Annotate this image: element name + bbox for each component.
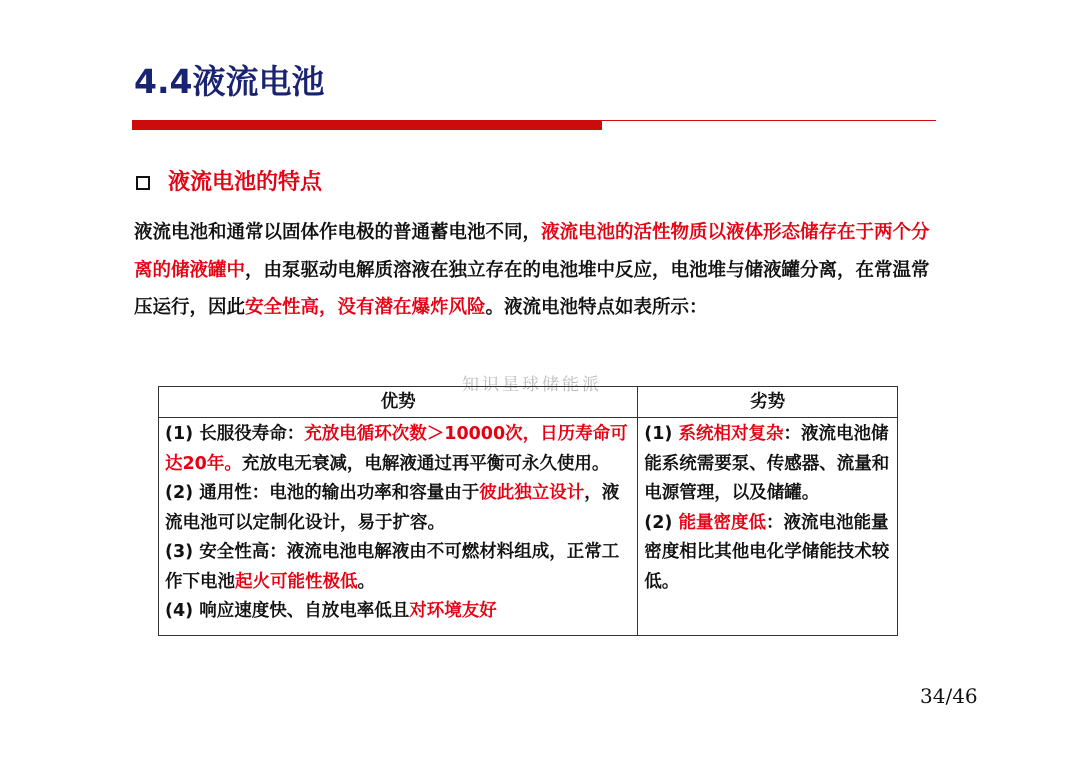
section-heading (136, 168, 322, 198)
body-text: ，由泵驱动电解质溶液在独立存在的电池堆中反应，电池堆与储液罐分离，在常温常压运行，因此 (134, 259, 930, 318)
advantage-item (165, 420, 631, 479)
page-number: 34/46 (920, 684, 978, 708)
body-text: ，液流电池可以定制化设计，易于扩容。 (165, 483, 620, 533)
advantages-cell (159, 418, 638, 636)
body-text: (3) 安全性高：液流电池电解液由不可燃材料组成，正常工作下电池 (165, 542, 620, 592)
body-text: ：液流电池储能系统需要泵、传感器、流量和电源管理，以及储罐。 (644, 424, 890, 503)
header-advantages: 优势 (159, 387, 638, 418)
body-text: ：液流电池能量密度相比其他电化学储能技术较低。 (644, 512, 890, 592)
title-underline-thick (132, 120, 602, 130)
highlighted-text: 安全性高，没有潜在爆炸风险 (245, 297, 486, 318)
section-heading-text: 液流电池的特点 (168, 170, 323, 195)
disadvantage-item (644, 509, 891, 598)
watermark: 知识星球储能派 (462, 375, 602, 395)
title-underline-thin (602, 120, 936, 121)
body-text: (2) (644, 512, 679, 533)
highlighted-text: 起火可能性极低 (235, 571, 358, 592)
intro-paragraph (134, 214, 934, 327)
highlighted-text: 对环境友好 (409, 601, 497, 621)
body-text: (1) 长服役寿命： (165, 424, 305, 444)
body-text: 液流电池和通常以固体作电极的普通蓄电池不同， (134, 222, 542, 243)
body-text: (4) 响应速度快、自放电率低且 (165, 601, 410, 621)
body-text: (2) 通用性：电池的输出功率和容量由于 (165, 483, 480, 503)
highlighted-text: 能量密度低 (678, 512, 767, 533)
highlighted-text: 彼此独立设计 (479, 483, 585, 503)
highlighted-text: 系统相对复杂 (678, 424, 784, 444)
checkbox-bullet-icon (136, 176, 150, 190)
table-header-row (159, 387, 898, 418)
features-table (158, 386, 898, 636)
slide-title: 4.4液流电池 (134, 62, 325, 101)
advantage-item (165, 538, 631, 597)
body-text: 充放电无衰减，电解液通过再平衡可永久使用。 (241, 453, 610, 474)
advantage-item (165, 479, 631, 538)
header-disadvantages: 劣势 (638, 387, 898, 418)
disadvantages-cell (638, 418, 898, 636)
highlighted-text: 充放电循环次数＞10000次，日历寿命可达20年。 (165, 424, 628, 474)
body-text: (1) (644, 424, 679, 444)
highlighted-text: 液流电池的活性物质以液体形态储存在于两个分离的储液罐中 (134, 222, 930, 281)
advantage-item (165, 597, 631, 627)
body-text: 。液流电池特点如表所示： (485, 297, 708, 318)
disadvantage-item (644, 420, 891, 509)
table-row (159, 418, 898, 636)
body-text: 。 (357, 571, 375, 592)
